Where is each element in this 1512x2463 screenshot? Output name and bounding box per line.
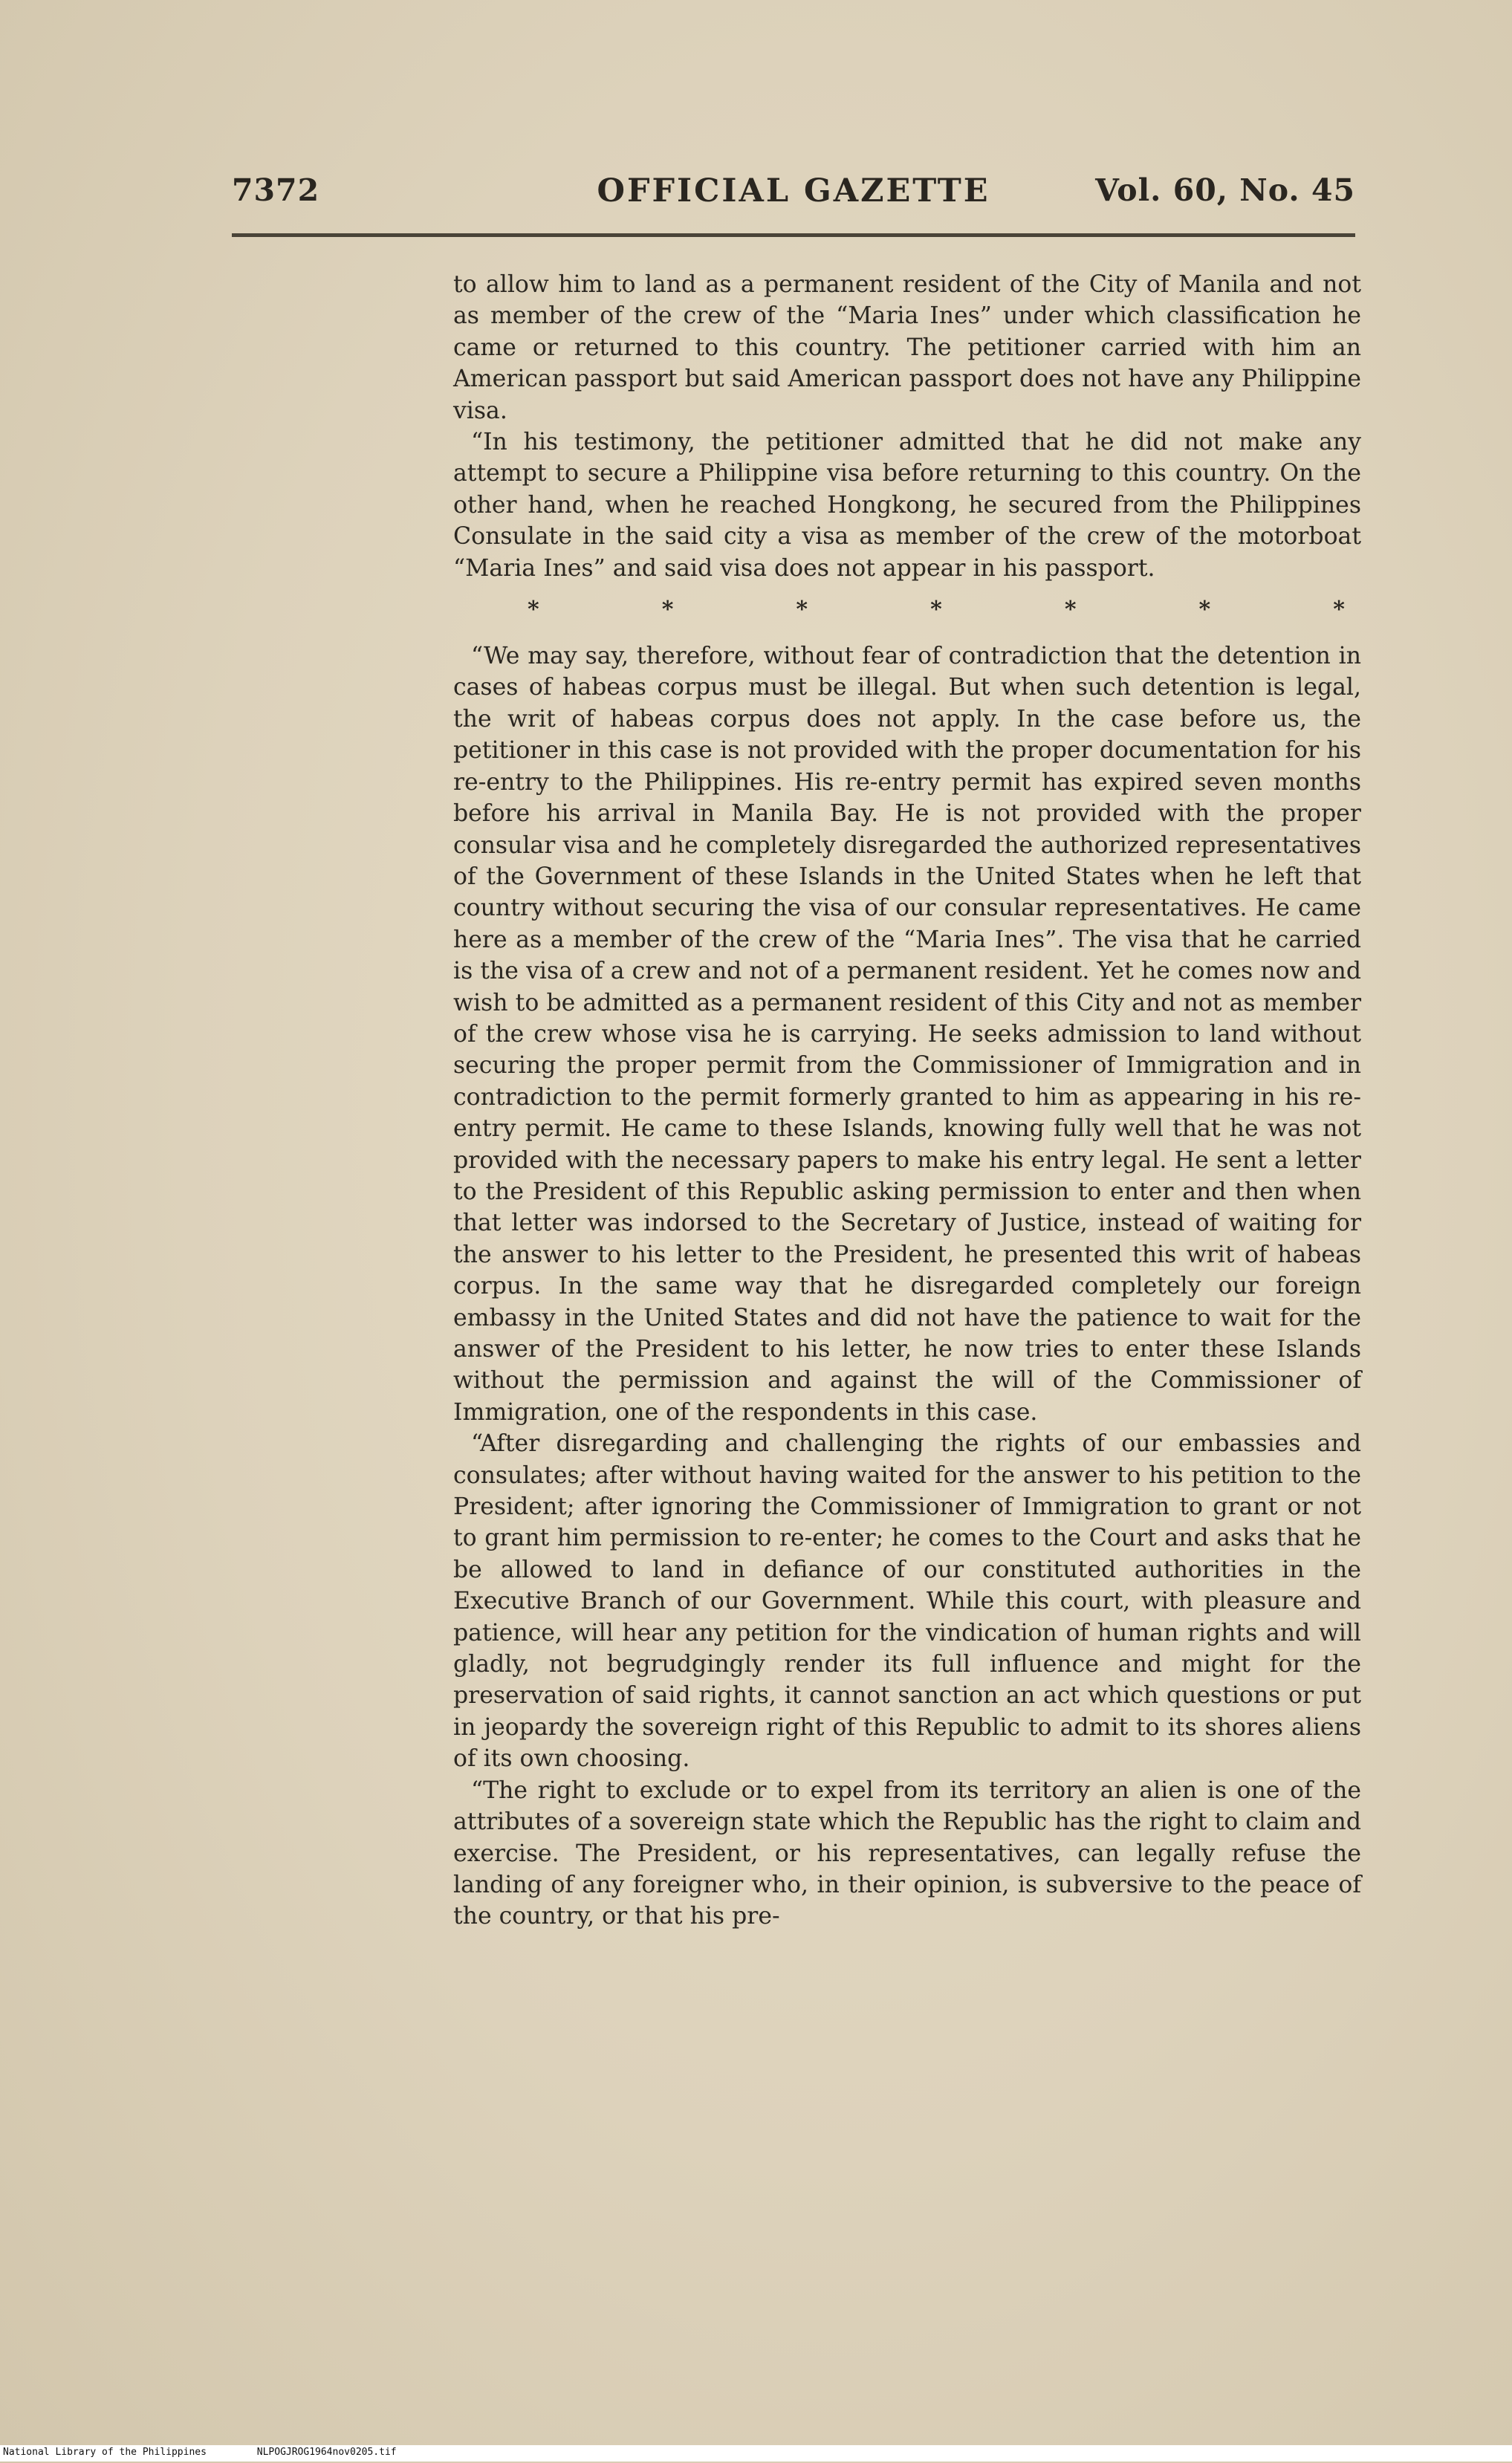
section-break — [453, 594, 1361, 626]
paragraph-habeas-corpus: “We may say, therefore, without fear of contradiction that the detention in cases of habeas corpus must be illegal. But when such detention is legal, the writ of habeas corpus does not apply. In the case before us, the petitioner in this case is not provided with the proper documentation for his re-entry to the Philippines. His re-entry permit has expired seven months before his arrival in Manila Bay. He is not provided with the proper consular visa and he completely disregarded the authorized representatives of the Government of these Islands in the United States when he left that country without securing the visa of our consular representatives. He came here as a member of the crew of the “Maria Ines”. The visa that he carried is the visa of a crew and not of a permanent resident. Yet he comes now and wish to be admitted as a permanent resident of this City and not as member of the crew whose visa he is carrying. He seeks admission to land without securing the proper permit from the Commissioner of Immigration and in contradiction to the permit formerly granted to him as appearing in his re-entry permit. He came to these Islands, knowing fully well that he was not provided with the necessary papers to make his entry legal. He sent a letter to the President of this Republic asking permission to enter and then when that letter was indorsed to the Secretary of Justice, instead of waiting for the answer to his letter to the President, he presented this writ of habeas corpus. In the same way that he disregarded completely our foreign embassy in the United States and did not have the patience to wait for the answer of the President to his letter, he now tries to enter these Islands without the permission and against the will of the Commissioner of Immigration, one of the respondents in this case. — [453, 643, 1361, 1426]
asterisk: * — [796, 597, 808, 623]
asterisk: * — [528, 597, 539, 623]
asterisk: * — [1198, 597, 1211, 623]
paragraph-embassies: “After disregarding and challenging the rights of our embassies and consulates; after without having waited for the answer to his petition to the President; after ignoring the Commissioner of Immigration to grant or not to grant him permission to re-enter; he comes to the Court and asks that he be allowed to land in defiance of our constituted authorities in the Executive Branch of our Government. While this court, with pleasure and patience, will hear any petition for the vindication of human rights and will gladly, not begrudgingly render its full influence and might for the preservation of said rights, it cannot sanction an act which questions or put in jeopardy the sovereign right of this Republic to admit to its shores aliens of its own choosing. — [453, 1430, 1361, 1773]
paragraph-continued: to allow him to land as a permanent resident of the City of Manila and not as member of the crew of the “Maria Ines” under which classification he came or returned to this country. The petitioner carried with him an American passport but said American passport does not have any Philippine visa. — [453, 271, 1361, 424]
scan-filename: NLPOGJROG1964nov0205.tif — [256, 2447, 397, 2458]
asterisk: * — [661, 597, 674, 623]
publication-title: OFFICIAL GAZETTE — [597, 172, 990, 210]
page-header — [232, 172, 1355, 217]
paragraph-right-to-exclude: “The right to exclude or to expel from its territory an alien is one of the attributes of a sovereign state which the Republic has the right to claim and exercise. The President, or his representatives, can legally refuse the landing of any foreigner who, in their opinion, is subversive to the peace of the country, or that his pre- — [453, 1776, 1361, 1930]
asterisk: * — [930, 597, 942, 623]
page-number: 7372 — [232, 172, 320, 208]
header-rule — [232, 233, 1355, 237]
asterisk: * — [1333, 597, 1345, 623]
scan-footer — [0, 2445, 1512, 2462]
asterisk: * — [1064, 597, 1077, 623]
article-body — [453, 269, 1361, 1933]
paragraph-testimony: “In his testimony, the petitioner admitted that he did not make any attempt to secure a Philippine visa before returning to this country. On the other hand, when he reached Hongkong, he secured from the Philippines Consulate in the said city a visa as member of the crew of the motorboat “Maria Ines” and said visa does not appear in his passport. — [453, 429, 1361, 582]
volume-issue: Vol. 60, No. 45 — [1095, 172, 1355, 208]
library-credit: National Library of the Philippines — [3, 2447, 207, 2458]
